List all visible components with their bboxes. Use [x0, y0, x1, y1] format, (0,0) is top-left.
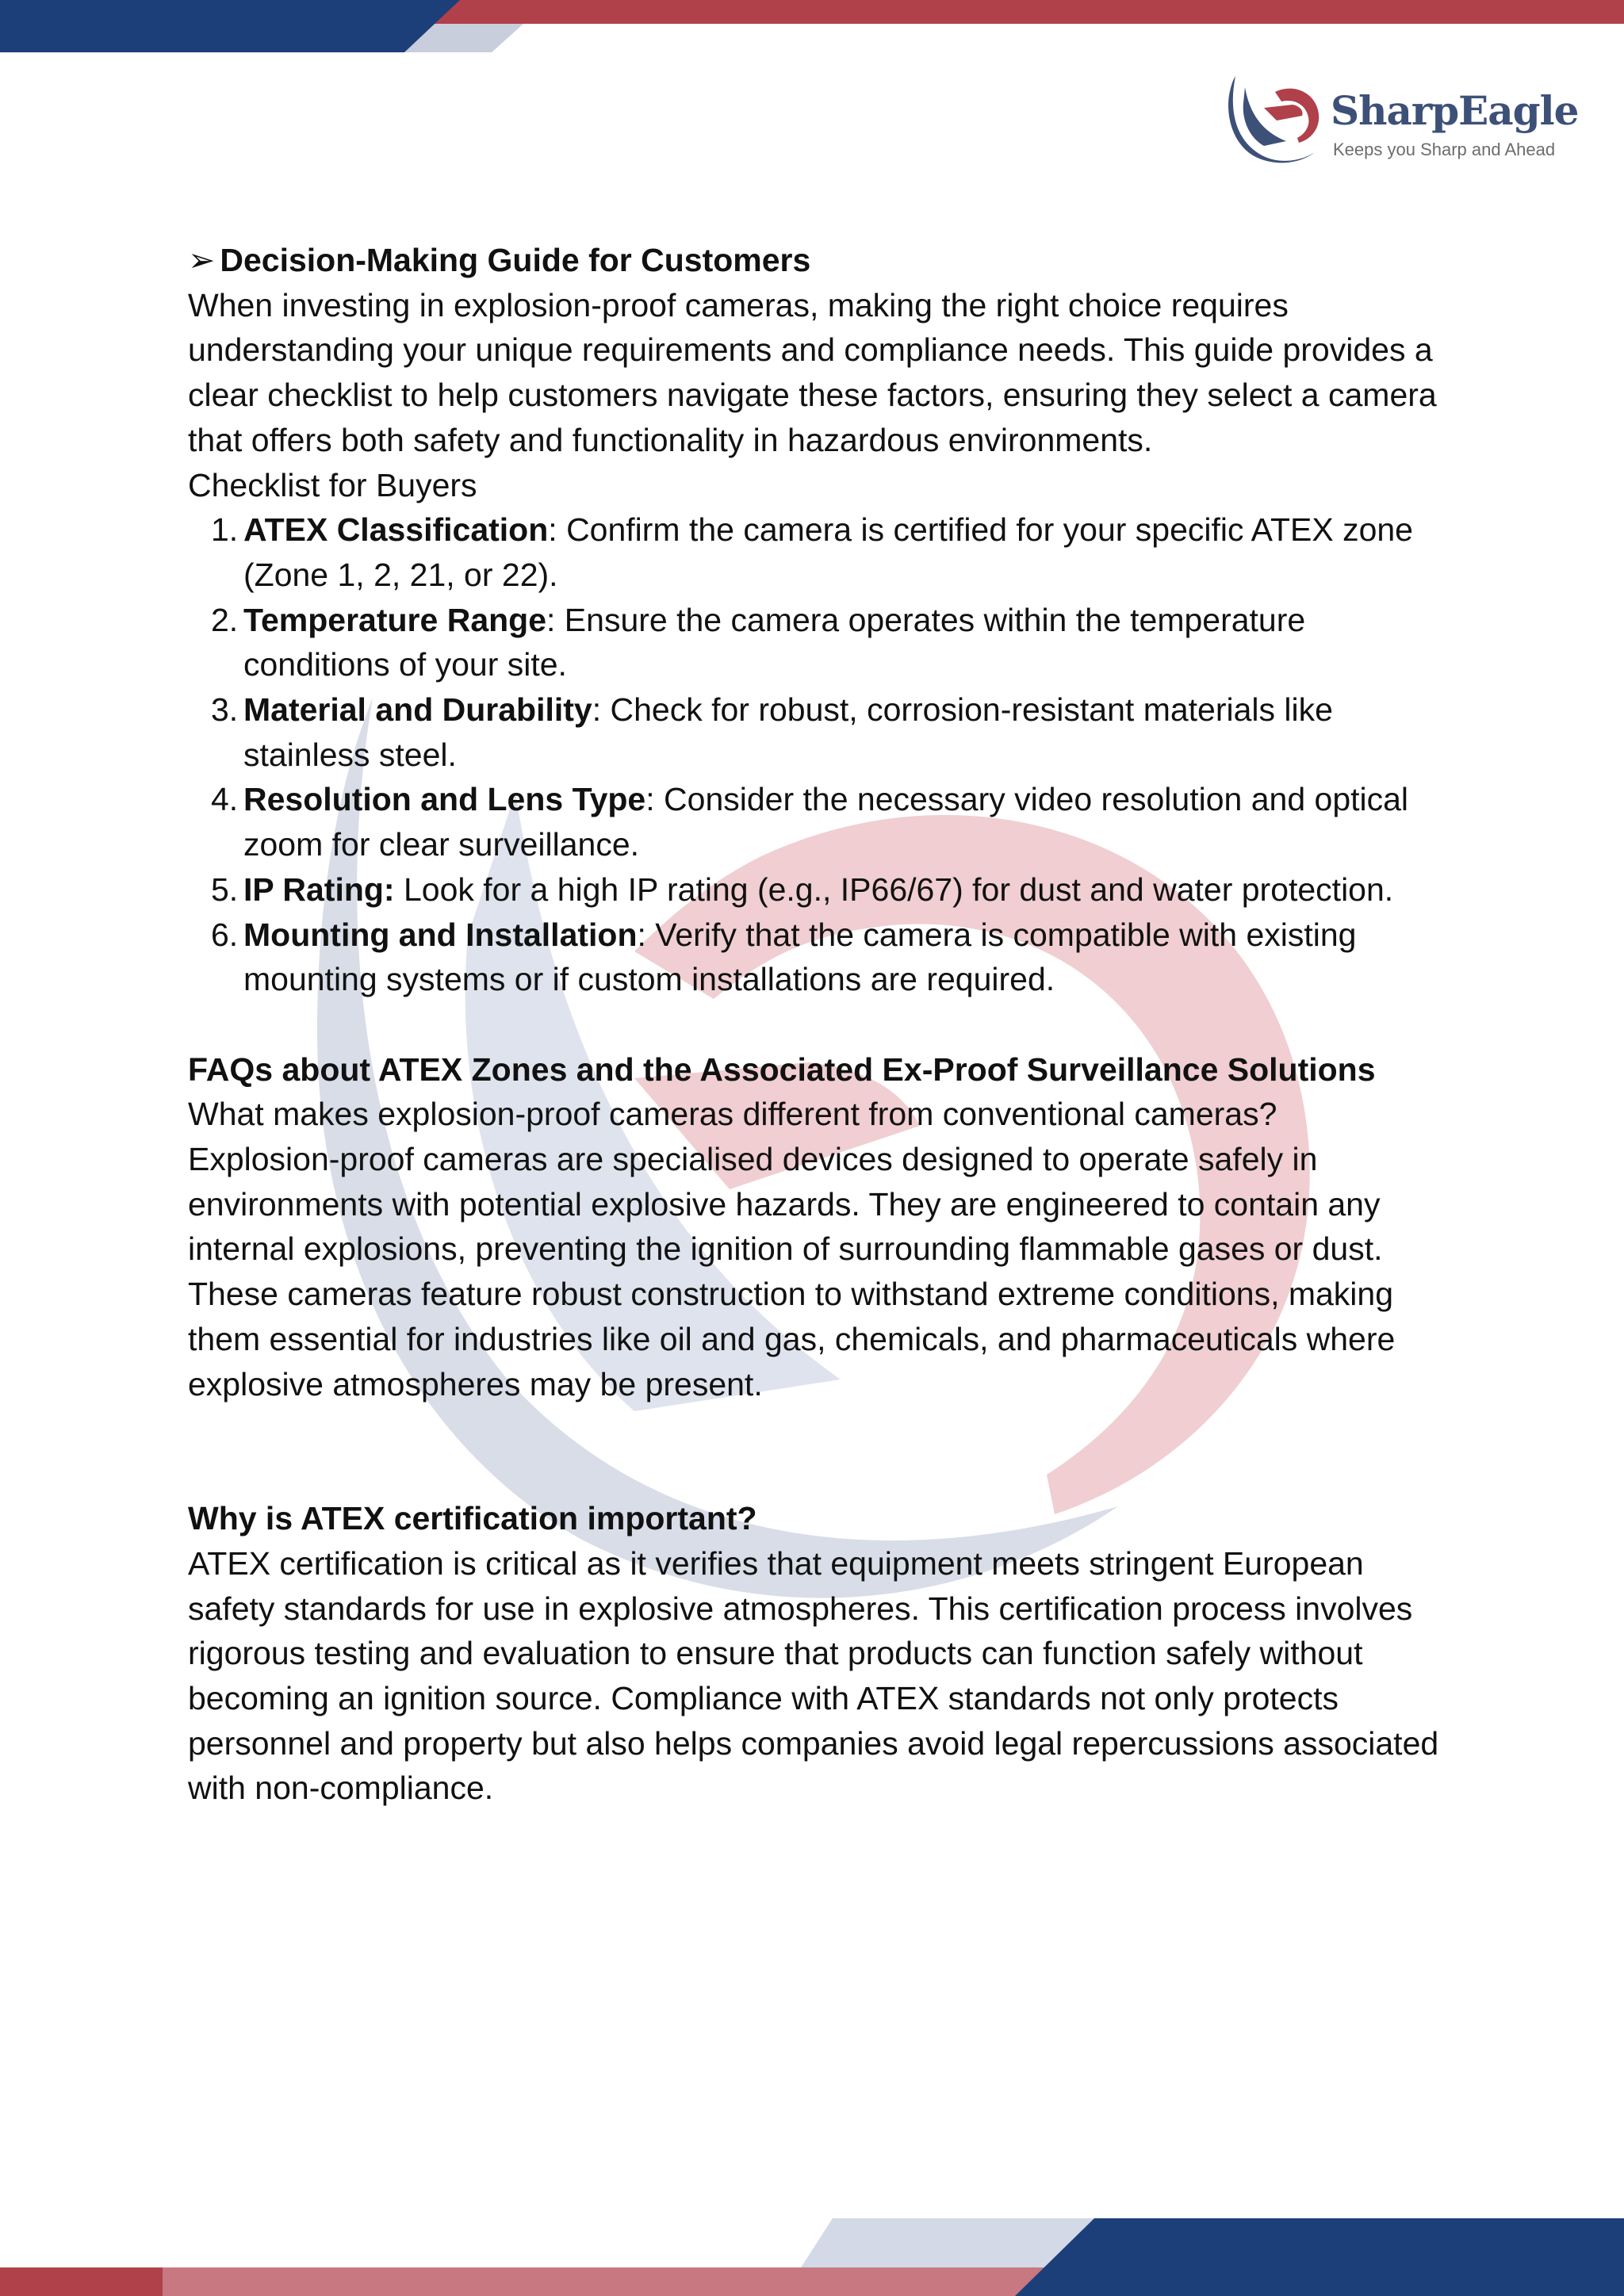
list-term: Temperature Range: [243, 601, 547, 638]
list-term: ATEX Classification: [243, 511, 549, 549]
brand-logo: [1228, 76, 1579, 171]
list-term: Material and Durability: [243, 691, 592, 729]
header-band: [0, 0, 1624, 55]
list-item: [188, 687, 1449, 777]
list-item: [188, 777, 1449, 867]
spacer: [188, 1002, 1449, 1047]
spacer: [188, 1406, 1449, 1496]
list-text: : Consider the necessary video resolution and optical zoom for clear surveillance.: [243, 781, 1409, 863]
list-item: [188, 913, 1449, 1002]
decision-guide-heading: [188, 238, 1449, 283]
list-number: 5.: [211, 871, 239, 908]
list-text: : Check for robust, corrosion-resistant materials like stainless steel.: [243, 691, 1333, 773]
list-item: [188, 598, 1449, 687]
faq-question-2: Why is ATEX certification important?: [188, 1500, 757, 1537]
footer-band: [0, 2212, 1624, 2296]
document-body: [188, 238, 1449, 1811]
brand-tagline: Keeps you Sharp and Ahead: [1333, 140, 1556, 159]
faq-answer-1: Explosion-proof cameras are specialised devices designed to operate safely in environments with potential explosive hazards. They are engineered to contain any internal explosions, preventing the ignition of surrounding flammable gases or dust. These cameras feature robust construction to withstand extreme conditions, making them essential for industries like oil and gas, chemicals, and pharmaceuticals where explosive atmospheres may be present.: [188, 1141, 1396, 1402]
list-text: : Confirm the camera is certified for your specific ATEX zone (Zone 1, 2, 21, or 22).: [243, 511, 1413, 593]
list-text: Look for a high IP rating (e.g., IP66/67) for dust and water protection.: [394, 871, 1394, 908]
list-term: Resolution and Lens Type: [243, 781, 646, 818]
list-term: IP Rating:: [243, 871, 395, 908]
eagle-logo-icon: [1228, 76, 1321, 165]
brand-name: SharpEagle: [1331, 87, 1579, 134]
list-text: : Ensure the camera operates within the temperature conditions of your site.: [243, 601, 1306, 683]
list-item: [188, 507, 1449, 597]
list-item: [188, 867, 1449, 913]
list-term: Mounting and Installation: [243, 916, 638, 953]
decision-guide-intro: When investing in explosion-proof cameras, making the right choice requires understanding your unique requirements and compliance needs. This guide provides a clear checklist to help customers navigate these factors, ensuring they select a camera that offers both safety and functionality in hazardous environments.: [188, 286, 1437, 458]
arrow-bullet-icon: ➢: [188, 242, 216, 278]
list-number: 4.: [211, 781, 239, 818]
list-number: 6.: [211, 916, 239, 953]
checklist-title: Checklist for Buyers: [188, 466, 477, 503]
faq-question-1: What makes explosion-proof cameras different from conventional cameras?: [188, 1096, 1277, 1133]
buyer-checklist: [188, 507, 1449, 1002]
faq-answer-2: ATEX certification is critical as it verifies that equipment meets stringent European safety standards for use in explosive atmospheres. This certification process involves rigorous testing and evaluation to ensure that products can function safely without becoming an ignition source. Compliance with ATEX standards not only protects personnel and property but also helps companies avoid legal repercussions associated with non-compliance.: [188, 1544, 1439, 1807]
list-number: 3.: [211, 691, 239, 729]
faq-heading: FAQs about ATEX Zones and the Associated Ex-Proof Surveillance Solutions: [188, 1050, 1376, 1088]
list-number: 1.: [211, 511, 239, 549]
list-number: 2.: [211, 601, 239, 638]
decision-guide-title: Decision-Making Guide for Customers: [220, 242, 811, 278]
list-text: : Verify that the camera is compatible with existing mounting systems or if custom installations are required.: [243, 916, 1357, 998]
